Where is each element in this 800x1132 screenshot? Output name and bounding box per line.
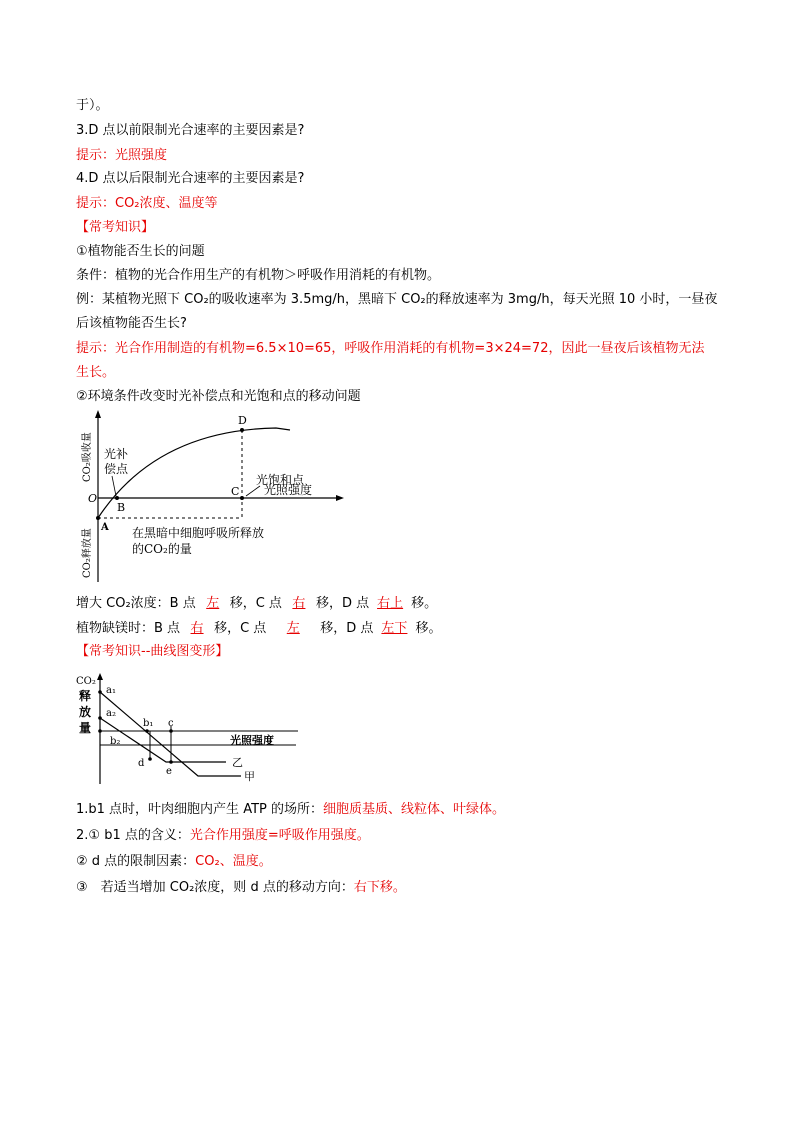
question-3: 3.D 点以前限制光合速率的主要因素是?: [76, 123, 305, 138]
label-b1: b₁: [143, 718, 154, 729]
mg-line-suffix: 移。: [415, 621, 442, 636]
qa-1: [76, 800, 505, 820]
label-d: D: [238, 414, 247, 427]
mg-line-mid1: 移，C 点: [214, 621, 267, 636]
label-c: c: [168, 718, 174, 729]
dark-label-1: 在黑暗中细胞呼吸所释放: [132, 526, 265, 540]
hint-example-2: 生长。: [76, 365, 116, 380]
qa-1-answer: 细胞质基质、线粒体、叶绿体。: [323, 802, 506, 817]
point-c: [240, 496, 244, 500]
qa-4-question: ③ 若适当增加 CO₂浓度，则 d 点的移动方向：: [76, 880, 354, 895]
qa-3-question: ② d 点的限制因素：: [76, 854, 196, 869]
qa-1-question: 1.b1 点时，叶肉细胞内产生 ATP 的场所：: [76, 802, 323, 817]
y-axis-up-label: CO₂吸收量: [82, 432, 93, 482]
compensation-label-2: 偿点: [104, 462, 129, 476]
x-axis-label: 光照强度: [230, 734, 274, 747]
subsection-2: ②环境条件改变时光补偿点和光饱和点的移动问题: [76, 389, 361, 404]
qa-3-answer: CO₂、温度。: [195, 854, 272, 869]
y-axis-label-4: 量: [79, 721, 92, 735]
label-b2: b₂: [110, 736, 121, 747]
point-d: [148, 757, 152, 761]
qa-2: [76, 826, 370, 846]
label-b: B: [117, 501, 126, 514]
text-line: 于）。: [76, 98, 109, 113]
label-a2: a₂: [106, 708, 116, 719]
y-axis-label-1: CO₂: [76, 676, 96, 687]
condition-text: 条件：植物的光合作用生产的有机物＞呼吸作用消耗的有机物。: [76, 268, 441, 283]
point-a1: [98, 690, 102, 694]
y-axis-down-label: CO₂释放量: [82, 528, 93, 578]
co2-c-answer: 右: [292, 596, 306, 611]
saturation-label: 光饱和点: [256, 473, 305, 487]
compensation-label-1: 光补: [104, 447, 129, 461]
hint-3: 提示：光照强度: [76, 148, 168, 163]
hint-4: 提示：CO₂浓度、温度等: [76, 196, 218, 211]
question-4: 4.D 点以后限制光合速率的主要因素是?: [76, 171, 305, 186]
qa-4: [76, 878, 406, 898]
qa-4-answer: 右下移。: [353, 880, 406, 895]
point-b2: [98, 729, 102, 733]
co2-line-mid1: 移，C 点: [229, 596, 282, 611]
example-text-2: 后该植物能否生长?: [76, 316, 187, 331]
mg-b-answer: 右: [190, 621, 204, 636]
label-e: e: [166, 766, 172, 777]
qa-2-question: 2.① b1 点的含义：: [76, 828, 190, 843]
section-title-1: 【常考知识】: [76, 220, 155, 235]
mg-d-answer: 左下: [381, 621, 408, 636]
label-a1: a₁: [106, 685, 116, 696]
qa-2-answer: 光合作用强度=呼吸作用强度。: [189, 828, 370, 843]
point-b1: [145, 729, 149, 733]
point-a: [96, 516, 100, 520]
co2-line-mid2: 移，D 点: [315, 596, 370, 611]
point-b: [115, 496, 119, 500]
dark-label-2: 的CO₂的量: [132, 542, 192, 556]
label-yi: 乙: [232, 756, 243, 769]
point-a2: [98, 716, 102, 720]
co2-b-answer: 左: [206, 596, 220, 611]
y-axis-label-3: 放: [79, 705, 92, 719]
co2-line-prefix: 增大 CO₂浓度：B 点: [76, 596, 196, 611]
subsection-1: ①植物能否生长的问题: [76, 244, 205, 259]
label-a: A: [101, 522, 109, 533]
co2-line-suffix: 移。: [411, 596, 438, 611]
mg-deficiency-line: [76, 619, 441, 639]
label-jia: 甲: [244, 770, 255, 783]
x-axis-label: 光照强度: [264, 483, 313, 497]
hint-example-1: 提示：光合作用制造的有机物=6.5×10=65，呼吸作用消耗的有机物=3×24=72，因此一昼夜后该植物无法: [76, 341, 705, 356]
point-e: [169, 760, 173, 764]
point-c: [169, 729, 173, 733]
co2-release-figure: [76, 668, 306, 790]
mg-c-answer: 左: [286, 621, 300, 636]
mg-line-mid2: 移，D 点: [320, 621, 374, 636]
mg-line-prefix: 植物缺镁时：B 点: [76, 621, 181, 636]
label-d: d: [138, 758, 145, 769]
origin-label: O: [88, 492, 98, 505]
label-c: C: [231, 485, 240, 498]
light-compensation-figure: [76, 410, 356, 586]
example-text-1: 例：某植物光照下 CO₂的吸收速率为 3.5mg/h，黑暗下 CO₂的释放速率为 3mg/h，每天光照 10 小时，一昼夜: [76, 292, 718, 307]
co2-increase-line: [76, 594, 437, 614]
co2-d-answer: 右上: [377, 596, 404, 611]
point-d: [240, 428, 244, 432]
y-axis-label-2: 释: [79, 689, 92, 703]
qa-3: [76, 852, 272, 872]
section-title-2: 【常考知识--曲线图变形】: [76, 644, 229, 659]
